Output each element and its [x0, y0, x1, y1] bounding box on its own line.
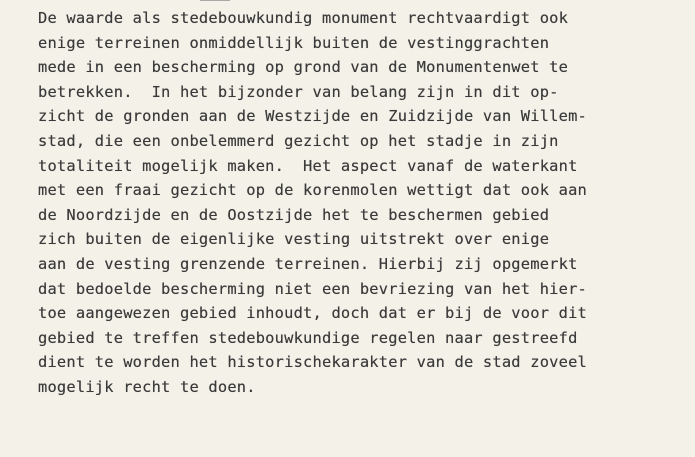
text-line: enige terreinen onmiddellijk buiten de vestinggrachten: [38, 33, 550, 52]
text-line: dat bedoelde bescherming niet een bevriezing van het hier-: [38, 279, 588, 298]
text-line: De waarde als stedebouwkundig monument rechtvaardigt ook: [38, 9, 569, 27]
text-line: mede in een bescherming op grond van de Monumentenwet te: [38, 58, 569, 77]
typewritten-paragraph: [38, 6, 587, 400]
text-line: met een fraai gezicht op de korenmolen wettigt dat ook aan: [38, 181, 588, 200]
text-line: de Noordzijde en de Oostzijde het te beschermen gebied: [38, 205, 550, 224]
text-line: aan de vesting grenzende terreinen. Hierbij zij opgemerkt: [38, 254, 578, 273]
text-line: mogelijk recht te doen.: [38, 377, 256, 396]
cropped-line-fragment: [200, 0, 230, 1]
text-line: gebied te treffen stedebouwkundige regelen naar gestreefd: [38, 328, 578, 347]
text-line: zich buiten de eigenlijke vesting uitstrekt over enige: [38, 230, 550, 249]
text-line: totaliteit mogelijk maken. Het aspect vanaf de waterkant: [38, 156, 578, 175]
text-line: zicht de gronden aan de Westzijde en Zuidzijde van Willem-: [38, 107, 588, 126]
text-line: betrekken. In het bijzonder van belang zijn in dit op-: [38, 82, 559, 101]
text-line: toe aangewezen gebied inhoudt, doch dat er bij de voor dit: [38, 304, 588, 323]
text-line: stad, die een onbelemmerd gezicht op het stadje in zijn: [38, 131, 559, 150]
text-line: dient te worden het historischekarakter van de stad zoveel: [38, 353, 588, 372]
